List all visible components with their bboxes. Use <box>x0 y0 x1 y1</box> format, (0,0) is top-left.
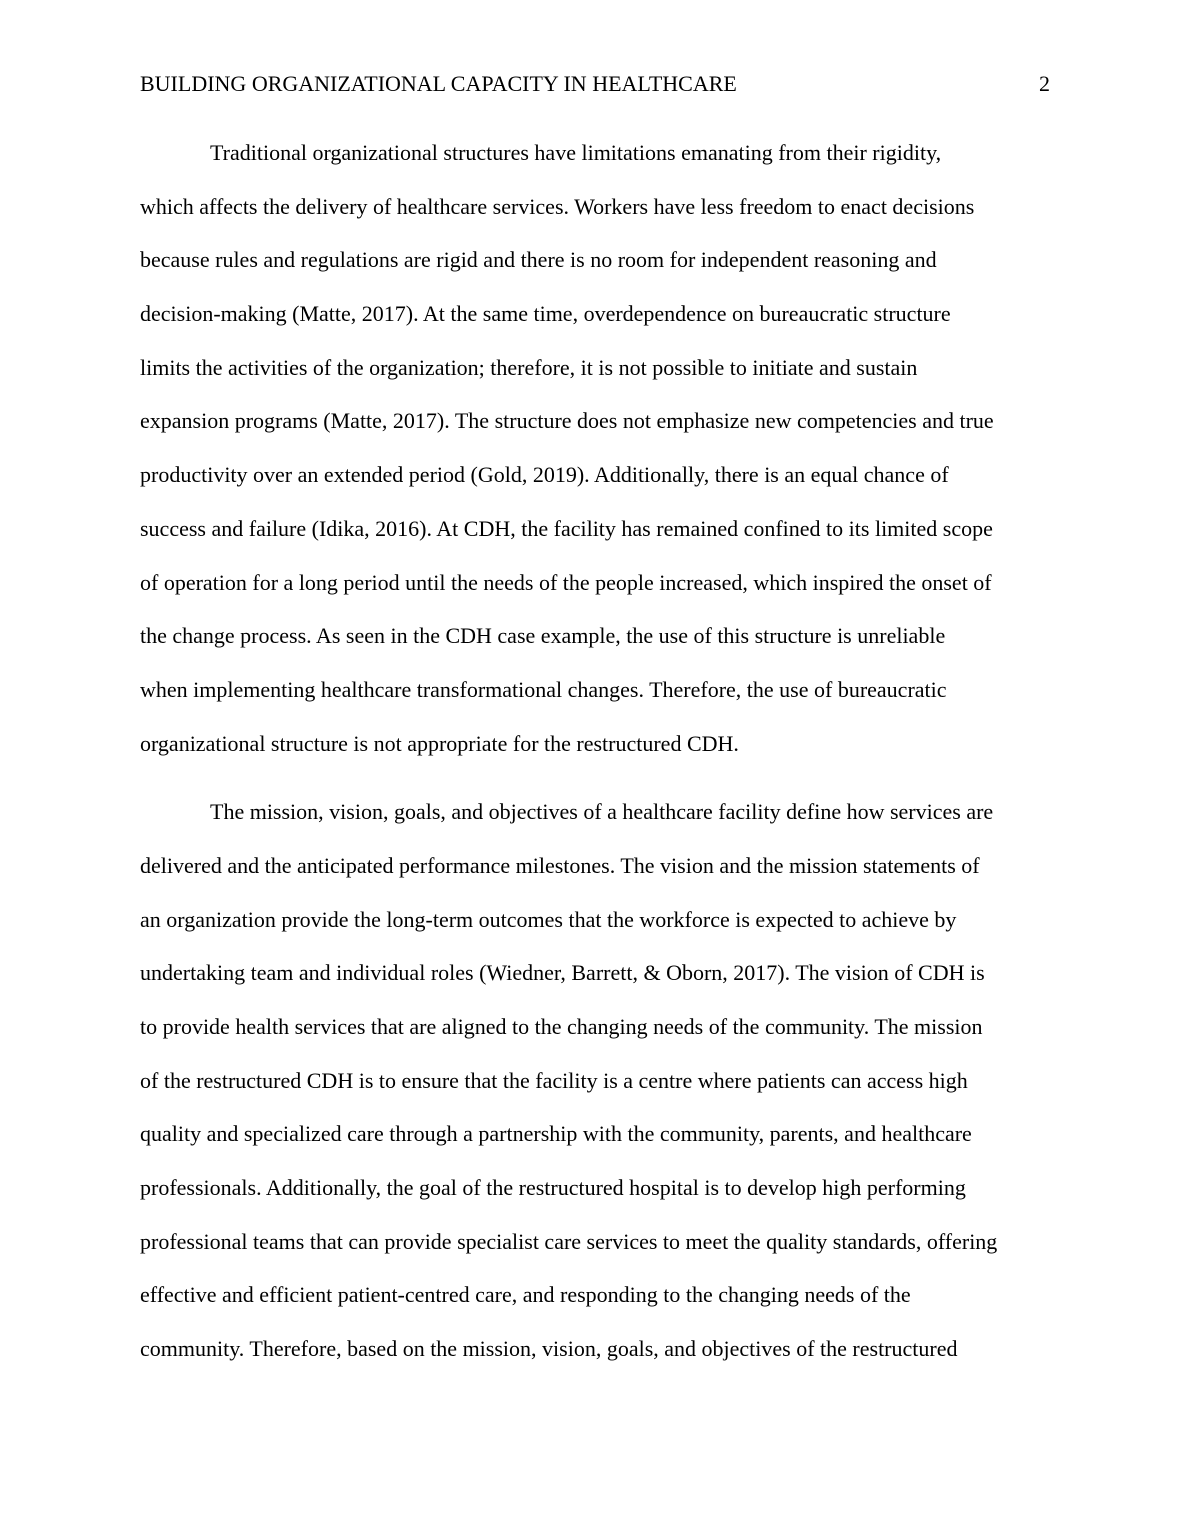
page-number: 2 <box>1039 71 1050 96</box>
text-line: delivered and the anticipated performance milestones. The vision and the mission statements of <box>140 852 980 878</box>
text-line: community. Therefore, based on the mission, vision, goals, and objectives of the restructured <box>140 1336 958 1362</box>
text-line: undertaking team and individual roles (Wiedner, Barrett, & Oborn, 2017). The vision of CDH is <box>140 960 985 986</box>
paragraph-2 <box>140 785 1052 1376</box>
text-line: to provide health services that are aligned to the changing needs of the community. The mission <box>140 1014 983 1039</box>
paragraph-spacer <box>140 770 1052 785</box>
text-line: Traditional organizational structures have limitations emanating from their rigidity, <box>210 140 942 165</box>
text-line: professional teams that can provide specialist care services to meet the quality standards, offering <box>140 1228 998 1254</box>
text-line: organizational structure is not appropriate for the restructured CDH. <box>140 730 739 756</box>
body-text <box>140 126 1052 1376</box>
text-line: expansion programs (Matte, 2017). The structure does not emphasize new competencies and true <box>140 408 994 434</box>
text-line: effective and efficient patient-centred care, and responding to the changing needs of the <box>140 1282 911 1308</box>
text-line: success and failure (Idika, 2016). At CDH, the facility has remained confined to its limited scope <box>140 515 993 541</box>
text-line: of the restructured CDH is to ensure that the facility is a centre where patients can access high <box>140 1067 968 1093</box>
text-line: quality and specialized care through a partnership with the community, parents, and healthcare <box>140 1121 972 1147</box>
text-line: limits the activities of the organization; therefore, it is not possible to initiate and sustain <box>140 354 918 380</box>
text-line: an organization provide the long-term outcomes that the workforce is expected to achieve by <box>140 906 957 932</box>
running-head-title: BUILDING ORGANIZATIONAL CAPACITY IN HEALTHCARE <box>140 71 737 96</box>
text-line: of operation for a long period until the needs of the people increased, which inspired the onset of <box>140 569 992 595</box>
running-head <box>140 68 1050 100</box>
text-line: productivity over an extended period (Gold, 2019). Additionally, there is an equal chance of <box>140 462 949 488</box>
text-line: which affects the delivery of healthcare services. Workers have less freedom to enact decisions <box>140 193 975 219</box>
paragraph-1 <box>140 126 1052 770</box>
text-line: professionals. Additionally, the goal of the restructured hospital is to develop high performing <box>140 1175 966 1201</box>
text-line: when implementing healthcare transformational changes. Therefore, the use of bureaucratic <box>140 676 947 702</box>
text-line: decision-making (Matte, 2017). At the same time, overdependence on bureaucratic structure <box>140 301 951 327</box>
text-line: the change process. As seen in the CDH case example, the use of this structure is unreliable <box>140 623 946 649</box>
text-line: because rules and regulations are rigid and there is no room for independent reasoning and <box>140 247 937 273</box>
text-line: The mission, vision, goals, and objectives of a healthcare facility define how services are <box>210 799 994 825</box>
